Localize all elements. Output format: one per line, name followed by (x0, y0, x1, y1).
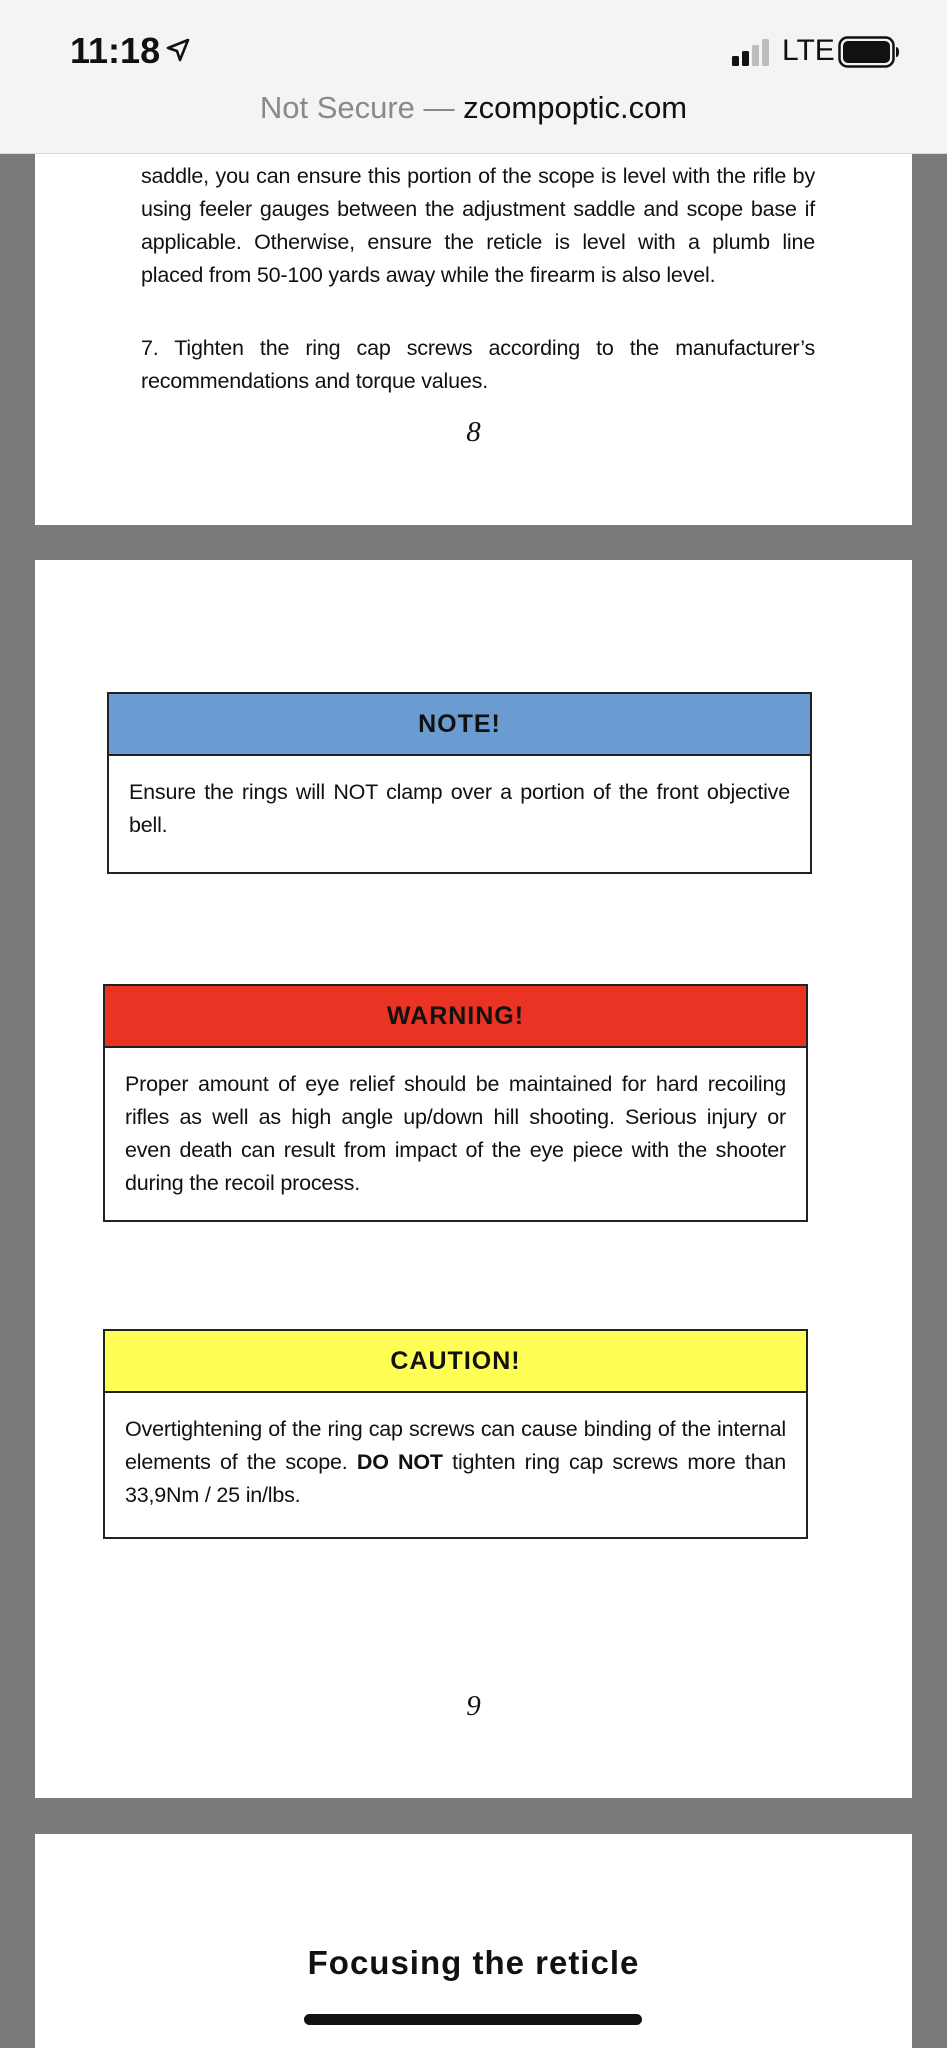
section-heading: Focusing the reticle (307, 1944, 640, 1981)
warning-box (103, 984, 808, 1222)
caution-box (103, 1329, 808, 1539)
signal-bars-icon (732, 38, 772, 66)
caution-text (105, 1393, 806, 1532)
address-bar[interactable] (0, 90, 947, 126)
warning-text: Proper amount of eye relief should be maintained for hard recoiling rifles as well as high angle up/down hill shooting. Serious injury or even death can result from impact of the eye piece with the shooter during the recoil process. (125, 1072, 786, 1195)
location-arrow-icon (166, 38, 190, 62)
caution-text-end: tighten ring cap screws more than 33,9Nm / 25 in/lbs. (125, 1450, 786, 1507)
note-box (107, 692, 812, 874)
caution-text-start: Overtightening of the ring cap screws can cause binding of the internal elements of the scope. (125, 1417, 786, 1474)
network-type: LTE (782, 34, 835, 67)
step-7-text: 7. Tighten the ring cap screws according to the manufacturer’s recommendations and torque values. (141, 336, 815, 393)
url-separator: — (423, 90, 455, 125)
status-time: 11:18 (70, 30, 161, 71)
page-number: 9 (466, 1690, 481, 1722)
home-indicator[interactable] (304, 2014, 642, 2025)
caution-emphasis: DO NOT (356, 1450, 443, 1474)
document-page-8 (35, 100, 912, 525)
instruction-paragraph: saddle, you can ensure this portion of the scope is level with the rifle by using feeler gauges between the adjustment saddle and scope base if applicable. Otherwise, ensure the reticle is level with a plumb line placed from 50-100 yards away while the firearm is also level. (141, 164, 815, 287)
page-number: 8 (466, 416, 481, 448)
url-domain: zcompoptic.com (463, 90, 688, 125)
caution-title: CAUTION! (105, 1331, 806, 1393)
note-text: Ensure the rings will NOT clamp over a portion of the front objective bell. (129, 780, 790, 837)
browser-top-bar (0, 0, 947, 154)
document-page-9 (35, 560, 912, 1798)
warning-title: WARNING! (105, 986, 806, 1048)
battery-icon (838, 36, 900, 68)
note-title: NOTE! (109, 694, 810, 756)
security-label: Not Secure (259, 90, 415, 125)
